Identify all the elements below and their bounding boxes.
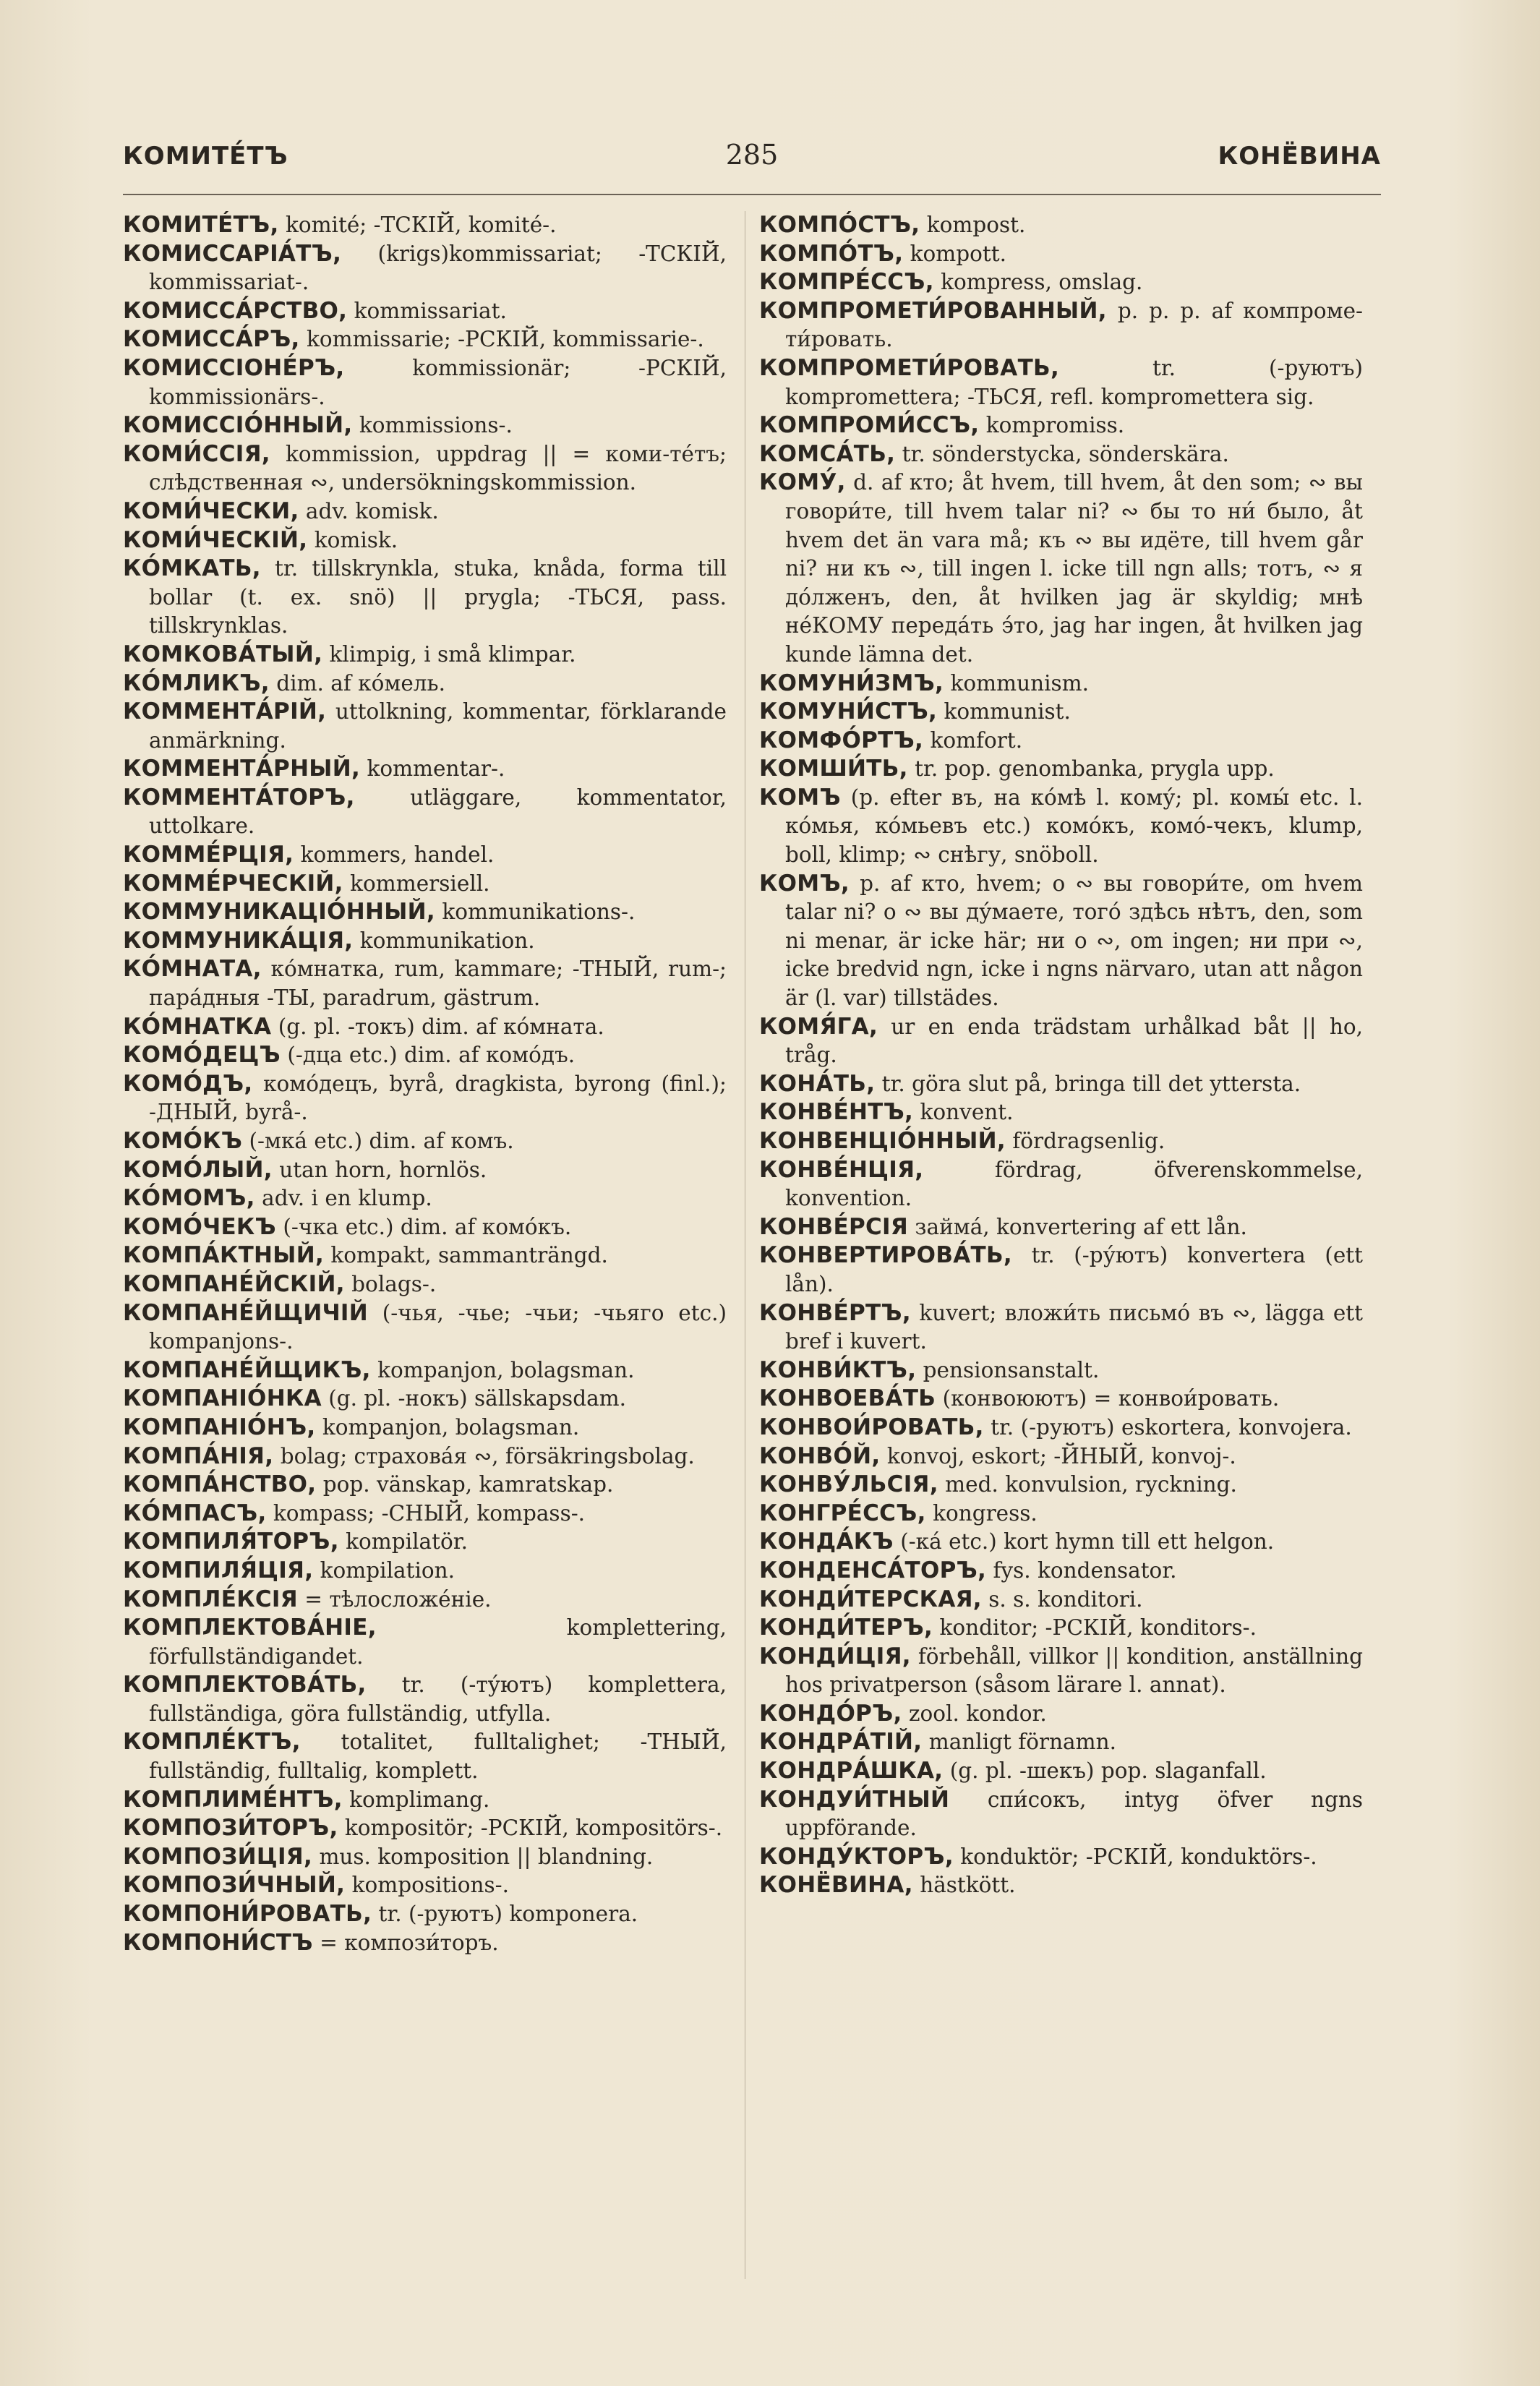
entry-definition: kompost. <box>920 213 1026 237</box>
entry-headword: КОМПАНІО́НКА <box>123 1385 322 1412</box>
dictionary-entry <box>759 1156 1363 1213</box>
dictionary-entry <box>759 1614 1363 1643</box>
dictionary-entry <box>123 1614 727 1671</box>
entry-definition: kommissionär; -РСКІЙ, kommissionärs-. <box>149 355 727 409</box>
entry-headword: КОМИССА́РСТВО, <box>123 297 348 324</box>
entry-headword: КОМПРОМИ́ССЪ, <box>759 412 980 439</box>
entry-headword: КОМИССАРІА́ТЪ, <box>123 240 342 267</box>
entry-definition: p. af кто, hvem; о ∾ вы говори́те, om hvem talar ni? о ∾ вы ду́маете, того́ здѣсь нѣтъ, den, som ni menar, är icke här; ни о ∾, om ingen; ни при ∾, icke bredvid ngn, icke i ngns närvaro, utan att någon är (l. var) tillstädes. <box>785 871 1363 1011</box>
dictionary-entry <box>123 1156 727 1185</box>
dictionary-entry <box>759 1013 1363 1070</box>
entry-headword: КО́МНАТКА <box>123 1013 272 1040</box>
entry-headword: КОНДИ́ТЕРСКАЯ, <box>759 1586 982 1612</box>
dictionary-entry <box>123 1385 727 1414</box>
entry-definition: utan horn, hornlös. <box>272 1157 487 1182</box>
entry-headword: КОНВЕ́НТЪ, <box>759 1099 914 1126</box>
dictionary-entry <box>759 755 1363 784</box>
entry-headword: КОМО́ДЪ, <box>123 1070 253 1097</box>
entry-headword: КОНВУ́ЛЬСІЯ, <box>759 1471 938 1498</box>
dictionary-entry <box>123 784 727 841</box>
entry-definition: kompilation. <box>313 1557 455 1583</box>
dictionary-entry <box>123 1843 727 1872</box>
entry-headword: КОМЪ <box>759 784 841 811</box>
dictionary-entry <box>123 1528 727 1557</box>
entry-headword: КОММЕНТА́РНЫЙ, <box>123 756 361 782</box>
page-number: 285 <box>725 139 779 171</box>
entry-definition: konduktör; -РСКІЙ, konduktörs-. <box>953 1844 1317 1869</box>
entry-definition: fördrag, öfverenskommelse, konvention. <box>785 1157 1363 1211</box>
dictionary-entry <box>123 1184 727 1213</box>
entry-definition: kompress, omslag. <box>933 270 1143 295</box>
entry-headword: КО́МПАСЪ, <box>123 1500 267 1526</box>
entry-headword: КОММУНИКА́ЦІЯ, <box>123 927 354 954</box>
dictionary-entry <box>123 755 727 784</box>
entry-headword: КОМПАНЕ́ЙЩИЧІЙ <box>123 1299 369 1326</box>
dictionary-entry <box>759 297 1363 354</box>
entry-definition: kommunikations-. <box>435 899 636 925</box>
dictionary-entry <box>759 870 1363 1013</box>
dictionary-entry <box>123 1213 727 1242</box>
entry-definition: pensionsanstalt. <box>916 1357 1100 1382</box>
entry-definition: tr. sönderstycka, sönderskära. <box>895 441 1229 466</box>
entry-definition: займа́, konvertering af ett lån. <box>908 1214 1247 1239</box>
entry-headword: КОМИССА́РЪ, <box>123 326 300 353</box>
dictionary-entry <box>759 1098 1363 1127</box>
dictionary-entry <box>759 670 1363 698</box>
entry-headword: КОМО́ДЕЦЪ <box>123 1042 281 1069</box>
entry-definition: förbehåll, villkor || kondition, anställning hos privatperson (såsom lärare l. annat). <box>785 1643 1363 1698</box>
entry-definition: kommers, handel. <box>294 842 495 868</box>
dictionary-entry <box>123 870 727 899</box>
entry-headword: КОМПОНИ́РОВАТЬ, <box>123 1901 372 1928</box>
dictionary-entry <box>759 1127 1363 1156</box>
running-head-left: КОМИТЕ́ТЪ <box>123 142 288 171</box>
entry-headword: КОМИССІО́ННЫЙ, <box>123 412 353 439</box>
dictionary-entry <box>759 1213 1363 1242</box>
entry-definition: s. s. konditori. <box>981 1586 1143 1612</box>
entry-definition: (krigs)kommissariat; -ТСКІЙ, kommissariat-. <box>149 241 727 295</box>
entry-definition: tr. (-руютъ) eskortera, konvojera. <box>983 1414 1352 1440</box>
entry-definition: komité; -ТСКІЙ, komité-. <box>278 213 557 237</box>
entry-definition: tr. tillskrynkla, stuka, knåda, forma till bollar (t. ex. snö) || prygla; -ТЬСЯ, pass. tillskrynklas. <box>149 556 727 638</box>
entry-headword: КОНДО́РЪ, <box>759 1700 902 1727</box>
dictionary-entry <box>123 325 727 354</box>
entry-headword: КОМПЛЕ́КСІЯ <box>123 1586 298 1612</box>
entry-headword: КО́МКАТЬ, <box>123 555 261 582</box>
entry-definition: kompanjon, bolagsman. <box>370 1357 635 1382</box>
dictionary-entry <box>123 555 727 641</box>
entry-headword: КОНДРА́ТІЙ, <box>759 1729 923 1756</box>
dictionary-entry <box>123 698 727 755</box>
entry-definition: (конвоюютъ) = конвои́ровать. <box>936 1386 1280 1411</box>
entry-definition: (p. efter въ, на ко́мѣ l. кому́; pl. комы́ etc. l. ко́мья, ко́мьевъ etc.) комо́къ, комо́-чекъ, klump, boll, klimp; ∾ снѣгу, snöboll. <box>785 784 1363 868</box>
entry-headword: КОМИ́ЧЕСКИ, <box>123 497 299 524</box>
entry-headword: КОНВЕ́НЦІЯ, <box>759 1156 924 1183</box>
dictionary-entry <box>123 297 727 326</box>
dictionary-entry <box>759 411 1363 440</box>
entry-headword: КОМПЛЕКТОВА́НІЕ, <box>123 1615 377 1641</box>
entry-definition: kommunism. <box>944 670 1089 696</box>
entry-headword: КОМПЛЕКТОВА́ТЬ, <box>123 1672 367 1698</box>
entry-headword: КОМПЛЕ́КТЪ, <box>123 1729 301 1756</box>
running-head-right: КОНЁВИНА <box>1218 142 1381 171</box>
dictionary-entry <box>123 354 727 411</box>
dictionary-entry <box>123 1070 727 1127</box>
entry-definition: (-чья, -чье; -чьи; -чьяго etc.) kompanjons-. <box>149 1300 727 1354</box>
entry-definition: tr. pop. genombanka, prygla upp. <box>907 756 1275 782</box>
entry-definition: (g. pl. -нокъ) sällskapsdam. <box>321 1386 627 1411</box>
entry-definition: konvent. <box>913 1100 1014 1125</box>
dictionary-entry <box>123 1500 727 1528</box>
entry-headword: КОММЕНТА́ТОРЪ, <box>123 784 355 811</box>
entry-definition: klimpig, i små klimpar. <box>322 641 576 667</box>
entry-definition: tr. göra slut på, bringa till det yttersta. <box>875 1071 1301 1096</box>
entry-headword: КОМЪ, <box>759 870 850 897</box>
entry-headword: КОМПОЗИ́ЧНЫЙ, <box>123 1872 346 1899</box>
dictionary-entry <box>759 698 1363 727</box>
entry-headword: КО́МНАТА, <box>123 956 262 983</box>
dictionary-entry <box>123 1241 727 1270</box>
entry-definition: pop. vänskap, kamratskap. <box>316 1472 614 1497</box>
entry-definition: kommissions-. <box>352 413 513 438</box>
entry-headword: КОМФО́РТЪ, <box>759 727 924 753</box>
entry-definition: komplimang. <box>342 1787 490 1812</box>
entry-definition: (g. pl. -шекъ) pop. slaganfall. <box>943 1758 1267 1784</box>
dictionary-entry <box>123 1671 727 1728</box>
entry-headword: КОНЁВИНА, <box>759 1872 913 1899</box>
entry-headword: КОММУНИКАЦІО́ННЫЙ, <box>123 899 435 925</box>
dictionary-entry <box>759 1586 1363 1615</box>
entry-definition: tr. (-ту́ютъ) komplettera, fullständiga, göra fullständig, utfylla. <box>149 1672 727 1726</box>
entry-definition: manligt förnamn. <box>922 1729 1116 1755</box>
entry-definition: bolags-. <box>344 1271 437 1296</box>
entry-headword: КОМПА́НСТВО, <box>123 1471 317 1498</box>
entry-headword: КОМО́ЧЕКЪ <box>123 1213 276 1240</box>
entry-definition: mus. komposition || blandning. <box>312 1844 654 1869</box>
dictionary-entry <box>759 1385 1363 1414</box>
entry-definition: kompott. <box>903 241 1007 266</box>
entry-definition: kommission, uppdrag || = коми-те́тъ; слѣдственная ∾, undersökningskommission. <box>149 441 727 495</box>
right-column <box>759 211 1363 2344</box>
entry-headword: КОМПРОМЕТИ́РОВАННЫЙ, <box>759 297 1107 324</box>
dictionary-entry <box>123 670 727 698</box>
entry-headword: КОМПАНІО́НЪ, <box>123 1414 316 1440</box>
entry-headword: КОНВЕ́РСІЯ <box>759 1213 909 1240</box>
entry-definition: adv. i en klump. <box>254 1186 432 1211</box>
entry-headword: КОНДЕНСА́ТОРЪ, <box>759 1557 987 1583</box>
dictionary-entry <box>759 268 1363 297</box>
dictionary-entry <box>123 927 727 956</box>
left-column <box>123 211 727 2344</box>
dictionary-entry <box>123 497 727 526</box>
entry-headword: КОМИ́ССІЯ, <box>123 440 270 467</box>
dictionary-entry <box>759 1241 1363 1299</box>
entry-definition: kuvert; вложи́ть письмо́ въ ∾, lägga ett bref i kuvert. <box>785 1300 1363 1354</box>
entry-headword: КОМИ́ЧЕСКІЙ, <box>123 526 308 553</box>
dictionary-entry <box>123 1442 727 1471</box>
dictionary-entry <box>123 841 727 870</box>
entry-headword: КО́МЛИКЪ, <box>123 670 270 696</box>
entry-definition: (-чка etc.) dim. af комо́къ. <box>275 1214 572 1239</box>
dictionary-entry <box>759 1728 1363 1757</box>
entry-definition: totalitet, fulltalighet; -ТНЫЙ, fullständig, fulltalig, komplett. <box>149 1729 727 1784</box>
dictionary-entry <box>759 211 1363 240</box>
dictionary-entry <box>123 211 727 240</box>
entry-headword: КОНА́ТЬ, <box>759 1070 876 1097</box>
entry-headword: КОМУНИ́СТЪ, <box>759 698 938 725</box>
entry-headword: КОНДРА́ШКА, <box>759 1758 944 1784</box>
entry-definition: kompromiss. <box>979 413 1125 438</box>
entry-definition: hästkött. <box>912 1873 1016 1898</box>
dictionary-entry <box>123 240 727 297</box>
entry-definition: kommunikation. <box>353 928 535 953</box>
entry-headword: КОМСА́ТЬ, <box>759 440 896 467</box>
entry-headword: КОНДУ́КТОРЪ, <box>759 1843 954 1870</box>
dictionary-entry <box>759 354 1363 411</box>
dictionary-entry <box>759 1356 1363 1385</box>
entry-definition: = компози́торъ. <box>312 1930 499 1955</box>
dictionary-entry <box>123 1557 727 1586</box>
entry-headword: КОНДУИ́ТНЫЙ <box>759 1786 950 1813</box>
entry-definition: kompanjon, bolagsman. <box>315 1414 580 1440</box>
entry-headword: КОНВОИ́РОВАТЬ, <box>759 1414 984 1440</box>
entry-definition: (g. pl. -токъ) dim. af ко́мната. <box>271 1014 604 1039</box>
dictionary-entry <box>759 1871 1363 1900</box>
dictionary-entry <box>123 411 727 440</box>
dictionary-entry <box>759 1528 1363 1557</box>
entry-headword: КОМПРОМЕТИ́РОВАТЬ, <box>759 354 1060 381</box>
dictionary-entry <box>123 1414 727 1442</box>
entry-headword: КОМО́ЛЫЙ, <box>123 1156 273 1183</box>
entry-headword: КОМИССІОНЕ́РЪ, <box>123 354 345 381</box>
dictionary-entry <box>759 469 1363 669</box>
entry-definition: adv. komisk. <box>299 498 439 523</box>
dictionary-entry <box>759 1700 1363 1729</box>
entry-definition: kompass; -СНЫЙ, kompass-. <box>266 1500 586 1526</box>
entry-definition: konditor; -РСКІЙ, konditors-. <box>933 1615 1257 1641</box>
entry-definition: kommissariat. <box>347 298 507 323</box>
dictionary-entry <box>759 1414 1363 1442</box>
entry-headword: КОМПРЕ́ССЪ, <box>759 269 934 296</box>
dictionary-entry <box>123 955 727 1012</box>
entry-definition: = тѣлосложе́ніе. <box>297 1586 492 1612</box>
entry-headword: КОНДА́КЪ <box>759 1528 894 1555</box>
entry-headword: КОМПОНИ́СТЪ <box>123 1929 313 1956</box>
entry-definition: kommissarie; -РСКІЙ, kommissarie-. <box>299 327 704 352</box>
dictionary-entry <box>123 1728 727 1785</box>
dictionary-entry <box>123 898 727 927</box>
entry-definition: p. p. p. af компроме-ти́ровать. <box>785 298 1363 352</box>
entry-headword: КОМИТЕ́ТЪ, <box>123 212 279 238</box>
entry-headword: КОНВЕ́РТЪ, <box>759 1299 911 1326</box>
entry-headword: КОМО́КЪ <box>123 1128 243 1154</box>
dictionary-entry <box>759 1557 1363 1586</box>
entry-definition: fördragsenlig. <box>1005 1129 1165 1153</box>
entry-headword: КОНВОЕВА́ТЬ <box>759 1385 936 1412</box>
entry-definition: tr. (-ру́ютъ) konvertera (ett lån). <box>785 1243 1363 1296</box>
entry-headword: КО́МОМЪ, <box>123 1185 255 1212</box>
dictionary-entry <box>123 1471 727 1500</box>
dictionary-entry <box>759 1843 1363 1872</box>
entry-headword: КОНВЕНЦІО́ННЫЙ, <box>759 1128 1006 1154</box>
entry-headword: КОНВО́Й, <box>759 1442 881 1469</box>
entry-headword: КОМШИ́ТЬ, <box>759 756 908 782</box>
entry-headword: КОМЯ́ГА, <box>759 1013 878 1040</box>
entry-definition: kommentar-. <box>360 756 505 782</box>
entry-definition: fys. kondensator. <box>986 1557 1177 1583</box>
dictionary-entry <box>123 1929 727 1958</box>
entry-headword: КОНДИ́ТЕРЪ, <box>759 1615 933 1641</box>
dictionary-entry <box>759 440 1363 469</box>
entry-headword: КОМПА́НІЯ, <box>123 1442 274 1469</box>
dictionary-entry <box>759 1070 1363 1099</box>
dictionary-entry <box>123 526 727 555</box>
entry-definition: tr. (-руютъ) kompromettera; -ТЬСЯ, refl. kompromettera sig. <box>785 355 1363 409</box>
entry-headword: КОМПО́СТЪ, <box>759 212 920 238</box>
entry-headword: КОМПОЗИ́ЦІЯ, <box>123 1843 313 1870</box>
entry-headword: КОНДИ́ЦІЯ, <box>759 1643 911 1669</box>
entry-headword: КОММЕНТА́РІЙ, <box>123 698 327 725</box>
dictionary-entry <box>759 727 1363 756</box>
dictionary-entry <box>759 1786 1363 1843</box>
dictionary-entry <box>123 1127 727 1156</box>
dictionary-entry <box>123 1270 727 1299</box>
entry-headword: КОММЕ́РЦІЯ, <box>123 842 294 868</box>
entry-definition: uttolkning, kommentar, förklarande anmärkning. <box>149 699 727 753</box>
dictionary-entry <box>759 1299 1363 1356</box>
dictionary-entry <box>123 1786 727 1815</box>
dictionary-entry <box>759 1442 1363 1471</box>
header-rule <box>123 194 1381 195</box>
entry-headword: КОМПА́КТНЫЙ, <box>123 1242 325 1269</box>
entry-headword: КОММЕ́РЧЕСКІЙ, <box>123 870 343 897</box>
entry-headword: КОНВЕРТИРОВА́ТЬ, <box>759 1242 1012 1269</box>
entry-headword: КОМКОВА́ТЫЙ, <box>123 641 323 667</box>
entry-headword: КОМПИЛЯ́ЦІЯ, <box>123 1557 314 1583</box>
entry-headword: КОНГРЕ́ССЪ, <box>759 1500 926 1526</box>
entry-definition: bolag; страхова́я ∾, försäkringsbolag. <box>273 1443 695 1468</box>
entry-definition: utläggare, kommentator, uttolkare. <box>149 784 727 839</box>
entry-definition: (-мка́ etc.) dim. af комъ. <box>242 1129 514 1153</box>
entry-definition: ко́мнатка, rum, kammare; -ТНЫЙ, rum-; пара́дныя -ТЫ, paradrum, gästrum. <box>149 957 727 1011</box>
dictionary-entry <box>123 1871 727 1900</box>
entry-headword: КОМУНИ́ЗМЪ, <box>759 670 944 696</box>
entry-definition: kompositör; -РСКІЙ, kompositörs-. <box>338 1816 723 1841</box>
entry-headword: КОМПИЛЯ́ТОРЪ, <box>123 1528 339 1555</box>
entry-definition: komfort. <box>923 727 1023 753</box>
entry-definition: dim. af ко́мель. <box>269 670 445 696</box>
entry-definition: konvoj, eskort; -ЙНЫЙ, konvoj-. <box>880 1443 1236 1468</box>
entry-definition: komplettering, förfullständigandet. <box>149 1615 727 1669</box>
entry-headword: КОМПАНЕ́ЙЩИКЪ, <box>123 1356 371 1383</box>
dictionary-entry <box>123 641 727 670</box>
entry-headword: КОМУ́, <box>759 469 846 496</box>
entry-definition: kommersiell. <box>343 871 490 896</box>
entry-definition: zool. kondor. <box>902 1701 1047 1726</box>
dictionary-entry <box>759 240 1363 269</box>
entry-definition: ur en enda trädstam urhålkad båt || ho, tråg. <box>785 1014 1363 1068</box>
entry-headword: КОМПО́ТЪ, <box>759 240 904 267</box>
dictionary-entry <box>123 1356 727 1385</box>
entry-definition: med. konvulsion, ryckning. <box>938 1472 1237 1497</box>
dictionary-entry <box>123 440 727 497</box>
entry-definition: комо́децъ, byrå, dragkista, byrong (finl.); -ДНЫЙ, byrå-. <box>149 1071 727 1125</box>
entry-definition: d. af кто; åt hvem, till hvem, åt den som; ∾ вы говори́те, till hvem talar ni? ∾ бы то ни́ было, åt hvem det än vara må; къ ∾ вы идёте, till hvem går ni? ни къ ∾, till ingen l. icke till ngn alls; тотъ, ∾ я до́лженъ, den, åt hvilken jag är skyldig; мнѣ не́КОМУ переда́ть э́то, jag har ingen, åt hvilken jag kunde lämna det. <box>785 470 1363 667</box>
entry-definition: kompositions-. <box>345 1873 509 1898</box>
entry-definition: kongress. <box>925 1500 1038 1526</box>
entry-headword: КОМПАНЕ́ЙСКІЙ, <box>123 1270 345 1297</box>
dictionary-entry <box>759 1500 1363 1528</box>
entry-definition: kompilatör. <box>338 1529 468 1555</box>
dictionary-entry <box>123 1586 727 1615</box>
dictionary-entry <box>759 1471 1363 1500</box>
entry-definition: komisk. <box>307 527 398 552</box>
page-header <box>123 139 1381 185</box>
entry-headword: КОНВИ́КТЪ, <box>759 1356 917 1383</box>
entry-definition: kommunist. <box>937 699 1071 724</box>
dictionary-entry <box>123 1013 727 1042</box>
entry-headword: КОМПОЗИ́ТОРЪ, <box>123 1815 338 1842</box>
entry-headword: КОМПЛИМЕ́НТЪ, <box>123 1786 343 1813</box>
entry-definition: (-ка́ etc.) kort hymn till ett helgon. <box>893 1529 1275 1555</box>
entry-definition: tr. (-руютъ) komponera. <box>372 1902 638 1927</box>
dictionary-entry <box>123 1041 727 1070</box>
dictionary-entry <box>759 1757 1363 1786</box>
dictionary-entry <box>123 1900 727 1929</box>
dictionary-entry <box>759 784 1363 870</box>
entry-definition: kompakt, sammanträngd. <box>324 1243 608 1268</box>
entry-definition: спи́сокъ, intyg öfver ngns uppförande. <box>785 1787 1363 1841</box>
dictionary-entry <box>123 1814 727 1843</box>
entry-definition: (-дца etc.) dim. af комо́дъ. <box>280 1043 576 1068</box>
dictionary-entry <box>759 1643 1363 1700</box>
dictionary-entry <box>123 1299 727 1356</box>
